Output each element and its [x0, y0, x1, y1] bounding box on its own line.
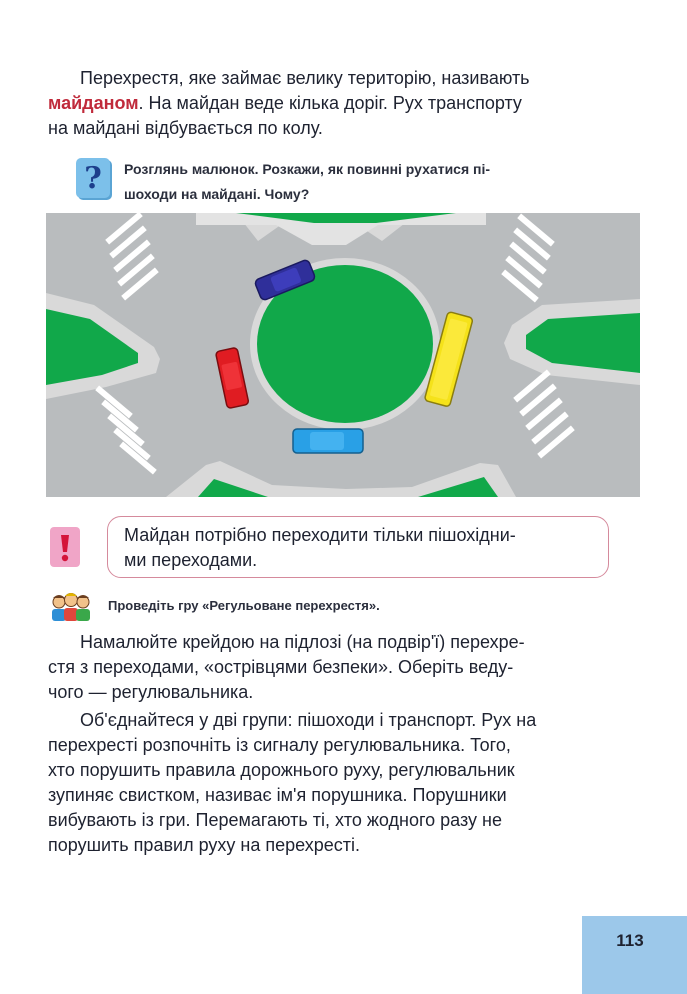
- roundabout-illustration: [46, 213, 640, 497]
- paragraph-instructions: [48, 630, 640, 705]
- para1-line-2: стя з переходами, «острівцями безпеки». Оберіть веду-: [48, 657, 514, 677]
- term-maidan: майданом: [48, 93, 139, 113]
- para2-line-4: зупиняє свистком, називає ім'я порушника. Порушники: [48, 785, 507, 805]
- question-line-2: шоходи на майдані. Чому?: [124, 186, 310, 202]
- children-group-icon: [49, 592, 93, 622]
- question-mark-icon: ?: [76, 158, 110, 198]
- para2-line-1: Об'єднайтеся у дві групи: пішоходи і транспорт. Рух на: [80, 710, 537, 730]
- intro-text-rest: . На майдан веде кілька доріг. Рух транспорту: [138, 93, 522, 113]
- para2-line-2: перехресті розпочніть із сигналу регулювальника. Того,: [48, 735, 511, 755]
- para2-line-5: вибувають із гри. Перемагають ті, хто жодного разу не: [48, 810, 502, 830]
- paragraph-rules: [48, 708, 640, 858]
- question-line-1: Розглянь малюнок. Розкажи, як повинні рухатися пі-: [124, 161, 491, 177]
- intro-line-3: на майдані відбувається по колу.: [48, 118, 323, 138]
- para1-line-3: чого — регулювальника.: [48, 682, 254, 702]
- para1-line-1: Намалюйте крейдою на підлозі (на подвір'ї) перехре-: [80, 632, 525, 652]
- rule-line-2: ми переходами.: [124, 550, 258, 570]
- car-light-blue: [293, 429, 363, 453]
- exclamation-icon: [50, 527, 80, 567]
- intro-paragraph: [48, 66, 640, 141]
- page-number-box: [582, 916, 687, 994]
- rule-line-1: Майдан потрібно переходити тільки пішохідни-: [124, 525, 516, 545]
- page-number: 113: [616, 931, 644, 950]
- rule-text: [124, 523, 604, 573]
- para2-line-3: хто порушить правила дорожнього руху, регулювальник: [48, 760, 515, 780]
- intro-text-start: Перехрестя, яке займає велику територію, називають: [80, 68, 530, 88]
- game-title: Проведіть гру «Регульоване перехрестя».: [108, 598, 380, 613]
- para2-line-6: порушить правил руху на перехресті.: [48, 835, 360, 855]
- question-text: [124, 157, 614, 207]
